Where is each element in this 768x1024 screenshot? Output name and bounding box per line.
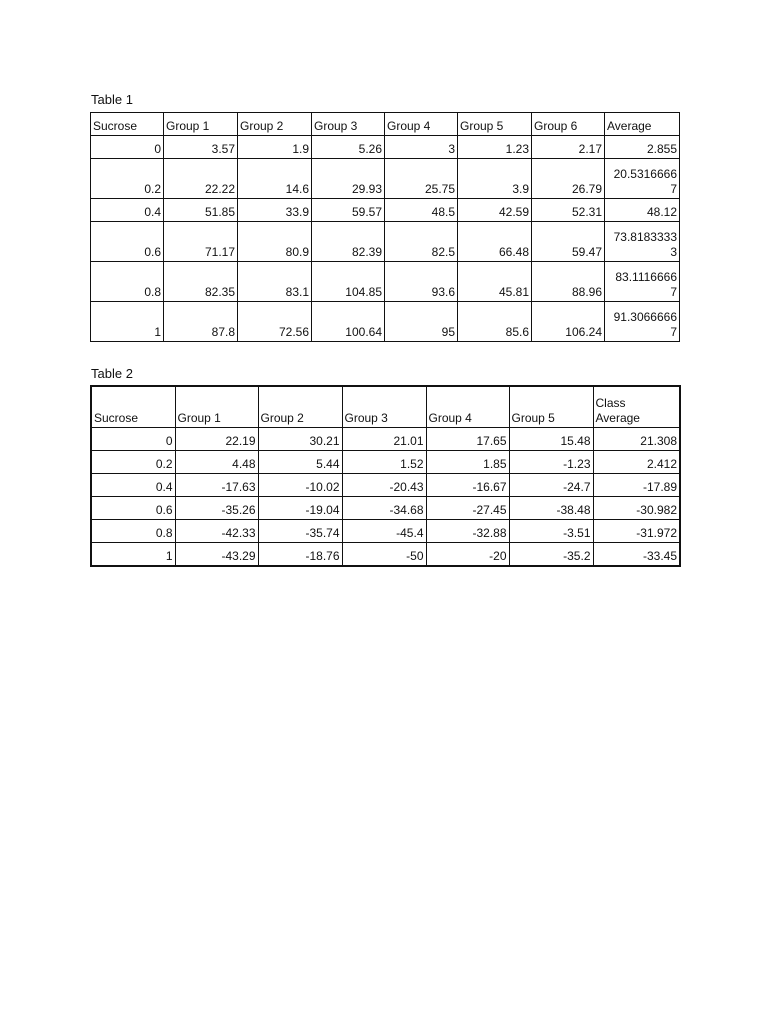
table-cell: 59.47	[532, 222, 605, 262]
table-cell: 48.5	[385, 199, 458, 222]
table-row	[91, 199, 680, 222]
table-cell: 17.65	[426, 428, 509, 451]
table1-header-cell: Average	[605, 113, 680, 136]
table-cell: 0.2	[91, 159, 164, 199]
table-cell: 93.6	[385, 262, 458, 302]
table-cell: -32.88	[426, 520, 509, 543]
table-cell: 45.81	[458, 262, 532, 302]
table-cell: 87.8	[164, 302, 238, 342]
table-cell: 83.1116666 7	[605, 262, 680, 302]
table-cell: -38.48	[509, 497, 593, 520]
table-cell: 59.57	[312, 199, 385, 222]
table-row	[91, 428, 680, 451]
table-cell: 52.31	[532, 199, 605, 222]
table-cell: 66.48	[458, 222, 532, 262]
table-cell: 0.2	[91, 451, 175, 474]
table2-header-cell: Group 4	[426, 386, 509, 428]
table-cell: 0.6	[91, 497, 175, 520]
table-cell: -3.51	[509, 520, 593, 543]
table-cell: 80.9	[238, 222, 312, 262]
table-cell: 2.412	[593, 451, 680, 474]
table-row	[91, 520, 680, 543]
table-cell: 22.19	[175, 428, 258, 451]
table-cell: 29.93	[312, 159, 385, 199]
table-cell: 4.48	[175, 451, 258, 474]
table-cell: -35.26	[175, 497, 258, 520]
table1-header-row	[91, 113, 680, 136]
table-cell: 1.85	[426, 451, 509, 474]
table-cell: -20	[426, 543, 509, 567]
table-cell: 0	[91, 136, 164, 159]
table2-caption: Table 2	[91, 366, 133, 381]
table-cell: 1	[91, 543, 175, 567]
table-row	[91, 159, 680, 199]
table-cell: -19.04	[258, 497, 342, 520]
table-cell: 0.6	[91, 222, 164, 262]
table1-header-cell: Group 2	[238, 113, 312, 136]
table-cell: 33.9	[238, 199, 312, 222]
table-cell: 15.48	[509, 428, 593, 451]
table-cell: -16.67	[426, 474, 509, 497]
table2-header-cell: Group 5	[509, 386, 593, 428]
table-cell: 82.5	[385, 222, 458, 262]
table-cell: 5.26	[312, 136, 385, 159]
table2	[90, 385, 681, 567]
table2-header-cell: Group 2	[258, 386, 342, 428]
table-cell: 83.1	[238, 262, 312, 302]
table-cell: -35.2	[509, 543, 593, 567]
table-cell: 42.59	[458, 199, 532, 222]
table-cell: 82.35	[164, 262, 238, 302]
table-cell: 1.52	[342, 451, 426, 474]
table-cell: -45.4	[342, 520, 426, 543]
table-cell: -34.68	[342, 497, 426, 520]
table-row	[91, 497, 680, 520]
table-cell: 71.17	[164, 222, 238, 262]
table-cell: 1.23	[458, 136, 532, 159]
table-cell: -50	[342, 543, 426, 567]
table1-caption: Table 1	[91, 92, 133, 107]
table-cell: 88.96	[532, 262, 605, 302]
table-cell: 3	[385, 136, 458, 159]
table-cell: -1.23	[509, 451, 593, 474]
table-cell: -35.74	[258, 520, 342, 543]
table-cell: -10.02	[258, 474, 342, 497]
table-cell: 48.12	[605, 199, 680, 222]
table-cell: 20.5316666 7	[605, 159, 680, 199]
table1-header-cell: Sucrose	[91, 113, 164, 136]
table-cell: 73.8183333 3	[605, 222, 680, 262]
table-cell: 14.6	[238, 159, 312, 199]
table1-header-cell: Group 1	[164, 113, 238, 136]
table-cell: -17.89	[593, 474, 680, 497]
table-cell: -43.29	[175, 543, 258, 567]
table-cell: -17.63	[175, 474, 258, 497]
table-cell: -18.76	[258, 543, 342, 567]
table1-header-cell: Group 6	[532, 113, 605, 136]
table-cell: 100.64	[312, 302, 385, 342]
table-cell: 85.6	[458, 302, 532, 342]
table1-header-cell: Group 5	[458, 113, 532, 136]
table1-header-cell: Group 3	[312, 113, 385, 136]
table-cell: 2.17	[532, 136, 605, 159]
table-cell: 21.01	[342, 428, 426, 451]
table-cell: 72.56	[238, 302, 312, 342]
table-cell: 21.308	[593, 428, 680, 451]
table-cell: 0.4	[91, 474, 175, 497]
table-cell: 104.85	[312, 262, 385, 302]
table-cell: -24.7	[509, 474, 593, 497]
table2-header-cell: Group 1	[175, 386, 258, 428]
table-cell: 91.3066666 7	[605, 302, 680, 342]
table-row	[91, 451, 680, 474]
table-cell: -27.45	[426, 497, 509, 520]
table-cell: 5.44	[258, 451, 342, 474]
table1-header-cell: Group 4	[385, 113, 458, 136]
table-cell: 1.9	[238, 136, 312, 159]
table-cell: 3.57	[164, 136, 238, 159]
table-cell: 95	[385, 302, 458, 342]
table2-header-cell: Sucrose	[91, 386, 175, 428]
table-cell: -30.982	[593, 497, 680, 520]
table-cell: 106.24	[532, 302, 605, 342]
table-cell: 0.8	[91, 520, 175, 543]
table-row	[91, 222, 680, 262]
table-cell: 2.855	[605, 136, 680, 159]
table-cell: 0.8	[91, 262, 164, 302]
table-row	[91, 543, 680, 567]
table-cell: 3.9	[458, 159, 532, 199]
table-row	[91, 302, 680, 342]
table-cell: 0.4	[91, 199, 164, 222]
table-row	[91, 474, 680, 497]
table-cell: -31.972	[593, 520, 680, 543]
table2-header-cell: Class Average	[593, 386, 680, 428]
table-cell: -33.45	[593, 543, 680, 567]
table-cell: -20.43	[342, 474, 426, 497]
table-row	[91, 262, 680, 302]
table-row	[91, 136, 680, 159]
table-cell: 26.79	[532, 159, 605, 199]
table2-header-row	[91, 386, 680, 428]
table-cell: 30.21	[258, 428, 342, 451]
table-cell: 82.39	[312, 222, 385, 262]
table-cell: 51.85	[164, 199, 238, 222]
table-cell: 0	[91, 428, 175, 451]
table-cell: -42.33	[175, 520, 258, 543]
table-cell: 22.22	[164, 159, 238, 199]
table1	[90, 112, 680, 342]
table2-header-cell: Group 3	[342, 386, 426, 428]
table-cell: 1	[91, 302, 164, 342]
table-cell: 25.75	[385, 159, 458, 199]
